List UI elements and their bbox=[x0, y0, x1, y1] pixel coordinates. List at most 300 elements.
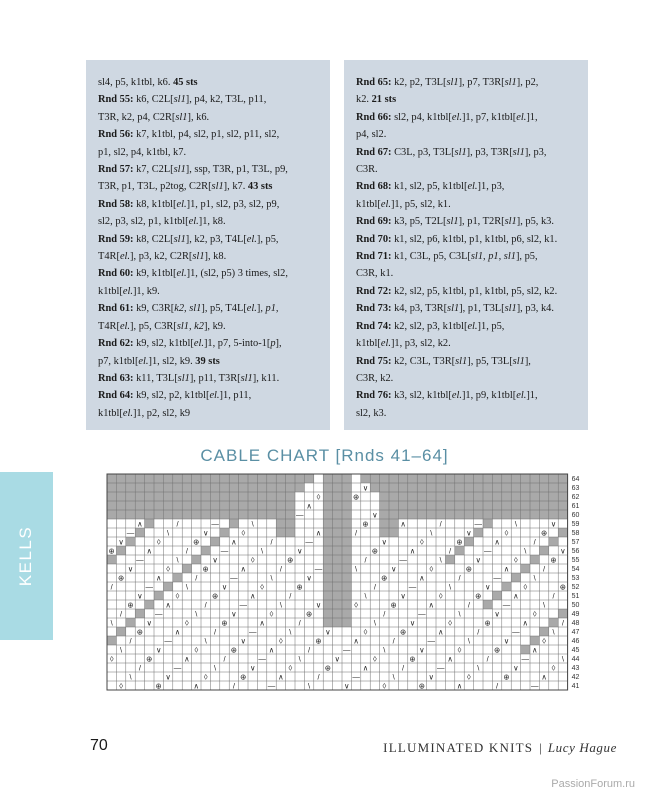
stitch-symbol: ◊ bbox=[260, 582, 264, 592]
no-stitch-cell bbox=[286, 492, 295, 501]
no-stitch-cell bbox=[229, 474, 238, 483]
stitch-symbol: ◊ bbox=[457, 645, 462, 655]
stitch-symbol: ⊕ bbox=[390, 600, 397, 610]
no-stitch-cell bbox=[389, 483, 398, 492]
stitch-symbol: ∧ bbox=[362, 663, 369, 673]
instruction-text: ]1, sl2, k9. bbox=[148, 355, 196, 367]
no-stitch-cell bbox=[455, 546, 464, 555]
stitch-symbol: ∧ bbox=[278, 672, 284, 682]
stitch-symbol: ⊕ bbox=[352, 492, 360, 502]
no-stitch-cell bbox=[380, 474, 389, 483]
no-stitch-cell bbox=[182, 510, 191, 519]
no-stitch-cell bbox=[323, 528, 332, 537]
no-stitch-cell bbox=[257, 483, 266, 492]
no-stitch-cell bbox=[558, 528, 567, 537]
round-label: Rnd 70: bbox=[356, 233, 392, 245]
no-stitch-cell bbox=[539, 474, 548, 483]
instruction-text: ]1, p5, sl2, k1. bbox=[390, 198, 451, 210]
no-stitch-cell bbox=[239, 510, 248, 519]
no-stitch-cell bbox=[267, 501, 276, 510]
stitch-symbol: ∨ bbox=[325, 627, 331, 637]
no-stitch-cell bbox=[107, 492, 116, 501]
stitch-symbol: \ bbox=[251, 519, 254, 529]
no-stitch-cell bbox=[436, 483, 445, 492]
instruction-text: el. bbox=[188, 216, 199, 228]
instruction-text: sl1 bbox=[512, 146, 525, 158]
instruction-text: el. bbox=[467, 181, 478, 193]
no-stitch-cell bbox=[135, 528, 144, 537]
no-stitch-cell bbox=[135, 609, 144, 618]
no-stitch-cell bbox=[380, 528, 389, 537]
no-stitch-cell bbox=[286, 528, 295, 537]
instruction-line bbox=[356, 265, 578, 282]
no-stitch-cell bbox=[370, 483, 379, 492]
stitch-symbol: — bbox=[145, 582, 154, 592]
no-stitch-cell bbox=[173, 501, 182, 510]
round-label: Rnd 67: bbox=[356, 146, 392, 158]
no-stitch-cell bbox=[455, 483, 464, 492]
stitch-symbol: — bbox=[230, 573, 238, 583]
instruction-line bbox=[356, 405, 578, 422]
no-stitch-cell bbox=[436, 510, 445, 519]
instruction-text: ]1, p5, bbox=[477, 320, 505, 332]
no-stitch-cell bbox=[558, 609, 567, 618]
stitch-symbol: — bbox=[258, 654, 266, 664]
no-stitch-cell bbox=[342, 483, 351, 492]
no-stitch-cell bbox=[380, 501, 389, 510]
stitch-symbol: ∨ bbox=[381, 537, 388, 547]
stitch-symbol: — bbox=[164, 636, 172, 646]
instruction-line bbox=[356, 283, 578, 300]
stitch-symbol: — bbox=[220, 546, 229, 556]
no-stitch-cell bbox=[492, 483, 501, 492]
stitch-symbol: ◊ bbox=[109, 654, 114, 664]
no-stitch-cell bbox=[333, 501, 342, 510]
stitch-symbol: ∨ bbox=[419, 645, 425, 655]
no-stitch-cell bbox=[342, 546, 351, 555]
no-stitch-cell bbox=[380, 519, 389, 528]
instruction-text: ], p5, T4L[ bbox=[201, 303, 247, 315]
round-label: Rnd 72: bbox=[356, 285, 392, 297]
no-stitch-cell bbox=[398, 501, 407, 510]
instruction-text: ], p3, k4. bbox=[516, 303, 554, 315]
no-stitch-cell bbox=[558, 492, 567, 501]
no-stitch-cell bbox=[210, 474, 219, 483]
row-label: 60 bbox=[571, 512, 580, 520]
round-label: Rnd 73: bbox=[356, 303, 392, 315]
round-label: 43 sts bbox=[247, 181, 273, 193]
no-stitch-cell bbox=[323, 519, 332, 528]
stitch-symbol: ⊕ bbox=[193, 537, 200, 547]
instruction-line bbox=[356, 318, 578, 335]
no-stitch-cell bbox=[333, 537, 342, 546]
no-stitch-cell bbox=[511, 501, 520, 510]
stitch-symbol: ◊ bbox=[532, 609, 537, 619]
stitch-symbol: — bbox=[295, 510, 304, 520]
instruction-text: C3R, k2. bbox=[356, 372, 394, 384]
no-stitch-cell bbox=[257, 510, 266, 519]
instruction-text: el. bbox=[138, 355, 149, 367]
instruction-text: ], bbox=[524, 355, 531, 367]
round-label: Rnd 76: bbox=[356, 390, 392, 402]
no-stitch-cell bbox=[398, 474, 407, 483]
instruction-line bbox=[356, 213, 578, 230]
no-stitch-cell bbox=[210, 537, 219, 546]
instruction-line bbox=[98, 74, 320, 91]
round-label: 45 sts bbox=[173, 77, 198, 88]
no-stitch-cell bbox=[173, 474, 182, 483]
no-stitch-cell bbox=[502, 474, 511, 483]
no-stitch-cell bbox=[323, 537, 332, 546]
no-stitch-cell bbox=[163, 510, 172, 519]
instruction-text: sl1 bbox=[512, 355, 525, 367]
stitch-symbol: ⊕ bbox=[155, 681, 162, 691]
no-stitch-cell bbox=[417, 483, 426, 492]
stitch-symbol: ∧ bbox=[513, 591, 519, 601]
stitch-symbol: \ bbox=[167, 528, 170, 538]
no-stitch-cell bbox=[323, 600, 332, 609]
instruction-text: sl1 bbox=[504, 216, 517, 228]
stitch-symbol: ◊ bbox=[119, 681, 123, 691]
stitch-symbol: ◊ bbox=[288, 663, 293, 673]
instruction-line bbox=[356, 144, 578, 161]
no-stitch-cell bbox=[445, 501, 454, 510]
no-stitch-cell bbox=[154, 474, 163, 483]
no-stitch-cell bbox=[333, 546, 342, 555]
stitch-symbol: \ bbox=[514, 519, 517, 529]
instruction-text: sl1 bbox=[211, 181, 224, 193]
no-stitch-cell bbox=[445, 555, 454, 564]
instruction-text: k2, sl2, p5, k1tbl, p1, k1tbl, p5, sl2, k2. bbox=[391, 285, 558, 297]
round-label: Rnd 60: bbox=[98, 268, 134, 280]
no-stitch-cell bbox=[342, 519, 351, 528]
stitch-symbol: ∧ bbox=[268, 645, 275, 655]
no-stitch-cell bbox=[276, 483, 285, 492]
instruction-text: k3, p5, T2L[ bbox=[391, 216, 447, 228]
instruction-text: sl2, p4, k1tbl[ bbox=[391, 111, 452, 123]
no-stitch-cell bbox=[380, 510, 389, 519]
no-stitch-cell bbox=[333, 564, 342, 573]
stitch-symbol: ∧ bbox=[231, 537, 237, 547]
stitch-symbol: ∨ bbox=[231, 609, 237, 619]
stitch-symbol: ∧ bbox=[240, 564, 247, 574]
no-stitch-cell bbox=[342, 564, 351, 573]
no-stitch-cell bbox=[342, 537, 351, 546]
instruction-text: k2. bbox=[356, 94, 372, 106]
stitch-symbol: ◊ bbox=[156, 537, 161, 547]
no-stitch-cell bbox=[201, 546, 210, 555]
instruction-line bbox=[98, 405, 320, 422]
no-stitch-cell bbox=[201, 510, 210, 519]
stitch-symbol: ∨ bbox=[146, 618, 153, 628]
no-stitch-cell bbox=[126, 618, 135, 627]
instruction-text: k1tbl[ bbox=[356, 338, 381, 350]
no-stitch-cell bbox=[248, 492, 257, 501]
stitch-symbol: ⊕ bbox=[108, 546, 115, 556]
row-label: 44 bbox=[571, 656, 580, 664]
instruction-text: sl2, k3. bbox=[356, 407, 387, 419]
stitch-symbol: ⊕ bbox=[202, 564, 209, 574]
no-stitch-cell bbox=[436, 501, 445, 510]
stitch-symbol: ∧ bbox=[437, 627, 444, 637]
instruction-text: sl1 bbox=[173, 233, 186, 245]
no-stitch-cell bbox=[389, 501, 398, 510]
no-stitch-cell bbox=[182, 501, 191, 510]
stitch-symbol: ⊕ bbox=[324, 663, 332, 673]
stitch-symbol: ◊ bbox=[551, 663, 556, 673]
no-stitch-cell bbox=[276, 501, 285, 510]
stitch-symbol: ∧ bbox=[137, 519, 143, 529]
instruction-text: ], p3, k2, C2R[ bbox=[130, 251, 193, 263]
stitch-symbol: ⊕ bbox=[484, 618, 491, 628]
no-stitch-cell bbox=[483, 501, 492, 510]
round-label: 39 sts bbox=[195, 355, 220, 367]
no-stitch-cell bbox=[323, 501, 332, 510]
no-stitch-cell bbox=[549, 618, 558, 627]
instruction-line bbox=[98, 126, 320, 143]
instruction-text: el. bbox=[176, 268, 187, 280]
instruction-text: ], p5, k3. bbox=[516, 216, 554, 228]
instruction-text: sl1 bbox=[455, 355, 468, 367]
no-stitch-cell bbox=[342, 582, 351, 591]
stitch-symbol: / bbox=[223, 654, 226, 664]
no-stitch-cell bbox=[239, 492, 248, 501]
stitch-symbol: \ bbox=[552, 627, 555, 637]
instruction-text: sl1 bbox=[447, 303, 460, 315]
stitch-symbol: ⊕ bbox=[465, 564, 473, 574]
no-stitch-cell bbox=[210, 492, 219, 501]
no-stitch-cell bbox=[530, 474, 539, 483]
instruction-text: sl1 bbox=[446, 216, 459, 228]
no-stitch-cell bbox=[126, 537, 135, 546]
stitch-symbol: ∨ bbox=[362, 483, 369, 493]
stitch-symbol: / bbox=[176, 519, 179, 529]
instruction-text: k9, C3R[ bbox=[133, 303, 175, 315]
row-label: 56 bbox=[571, 548, 580, 556]
no-stitch-cell bbox=[558, 474, 567, 483]
stitch-symbol: ∨ bbox=[165, 672, 171, 682]
row-label: 49 bbox=[571, 611, 580, 619]
instruction-text: p bbox=[270, 338, 276, 350]
stitch-symbol: — bbox=[474, 519, 483, 529]
instruction-text: ]1, bbox=[526, 390, 538, 402]
stitch-symbol: — bbox=[521, 654, 530, 664]
instruction-text: k8, C2L[ bbox=[133, 233, 174, 245]
no-stitch-cell bbox=[333, 555, 342, 564]
no-stitch-cell bbox=[182, 564, 191, 573]
instruction-text: k4, p3, T3R[ bbox=[391, 303, 448, 315]
instruction-text: sl1 bbox=[240, 372, 253, 384]
no-stitch-cell bbox=[333, 600, 342, 609]
no-stitch-cell bbox=[408, 501, 417, 510]
instruction-text: k1tbl[ bbox=[98, 285, 123, 297]
instruction-line bbox=[356, 300, 578, 317]
stitch-symbol: ◊ bbox=[542, 636, 546, 646]
no-stitch-cell bbox=[333, 492, 342, 501]
stitch-symbol: ⊕ bbox=[211, 591, 219, 601]
instruction-text: T4R[ bbox=[98, 320, 120, 332]
instruction-line bbox=[356, 161, 578, 178]
stitch-symbol: / bbox=[392, 636, 395, 646]
stitch-symbol: ⊕ bbox=[550, 555, 557, 565]
instruction-line bbox=[98, 248, 320, 265]
no-stitch-cell bbox=[530, 636, 539, 645]
round-label: Rnd 59: bbox=[98, 233, 134, 245]
instruction-text: p4, sl2. bbox=[356, 129, 387, 141]
no-stitch-cell bbox=[445, 483, 454, 492]
instruction-line bbox=[356, 335, 578, 352]
no-stitch-cell bbox=[116, 474, 125, 483]
no-stitch-cell bbox=[220, 492, 229, 501]
no-stitch-cell bbox=[248, 510, 257, 519]
stitch-symbol: ◊ bbox=[166, 564, 170, 574]
no-stitch-cell bbox=[182, 483, 191, 492]
no-stitch-cell bbox=[107, 510, 116, 519]
row-label: 46 bbox=[571, 638, 580, 646]
instruction-text: T3R, p1, T3L, p2tog, C2R[ bbox=[98, 181, 212, 193]
instruction-text: sl1, k2 bbox=[176, 320, 204, 332]
stitch-symbol: / bbox=[110, 582, 113, 592]
instruction-line bbox=[98, 91, 320, 108]
stitch-symbol: ⊕ bbox=[475, 591, 482, 601]
no-stitch-cell bbox=[417, 474, 426, 483]
no-stitch-cell bbox=[323, 609, 332, 618]
no-stitch-cell bbox=[154, 483, 163, 492]
stitch-symbol: ∨ bbox=[137, 591, 143, 601]
no-stitch-cell bbox=[267, 483, 276, 492]
instruction-text: el. bbox=[451, 390, 462, 402]
no-stitch-cell bbox=[323, 564, 332, 573]
instruction-text: sl1 bbox=[175, 111, 188, 123]
no-stitch-cell bbox=[408, 510, 417, 519]
instruction-text: ], p7, T3R[ bbox=[458, 77, 505, 88]
row-label: 57 bbox=[571, 539, 580, 547]
stitch-symbol: ◊ bbox=[241, 528, 246, 538]
no-stitch-cell bbox=[427, 492, 436, 501]
stitch-symbol: — bbox=[173, 663, 182, 673]
stitch-symbol: ◊ bbox=[316, 492, 321, 502]
chart-title: CABLE CHART [Rnds 41–64] bbox=[200, 446, 449, 465]
no-stitch-cell bbox=[370, 474, 379, 483]
stitch-symbol: / bbox=[355, 528, 358, 538]
instruction-text: ]1, p2, sl2, k9 bbox=[132, 407, 191, 419]
stitch-symbol: ∧ bbox=[155, 573, 162, 583]
instruction-text: ]1, k8. bbox=[198, 216, 226, 228]
no-stitch-cell bbox=[342, 618, 351, 627]
instruction-text: k2, sl2, p3, k1tbl[ bbox=[391, 320, 468, 332]
stitch-symbol: — bbox=[436, 663, 445, 673]
no-stitch-cell bbox=[521, 501, 530, 510]
stitch-symbol: / bbox=[279, 564, 282, 574]
stitch-symbol: ∧ bbox=[184, 654, 190, 664]
no-stitch-cell bbox=[135, 501, 144, 510]
no-stitch-cell bbox=[323, 510, 332, 519]
instruction-text: sl4, p5, k1tbl, k6. bbox=[98, 77, 174, 88]
no-stitch-cell bbox=[427, 483, 436, 492]
round-label: Rnd 63: bbox=[98, 372, 134, 384]
no-stitch-cell bbox=[201, 501, 210, 510]
no-stitch-cell bbox=[521, 564, 530, 573]
no-stitch-cell bbox=[521, 510, 530, 519]
no-stitch-cell bbox=[173, 573, 182, 582]
stitch-symbol: / bbox=[204, 600, 207, 610]
stitch-symbol: ∨ bbox=[202, 528, 209, 538]
stitch-symbol: ◊ bbox=[203, 672, 208, 682]
stitch-symbol: \ bbox=[524, 546, 527, 556]
no-stitch-cell bbox=[182, 474, 191, 483]
no-stitch-cell bbox=[333, 510, 342, 519]
instruction-text: k8, k1tbl[ bbox=[133, 198, 177, 210]
no-stitch-cell bbox=[116, 546, 125, 555]
stitch-symbol: / bbox=[232, 681, 235, 691]
no-stitch-cell bbox=[220, 474, 229, 483]
no-stitch-cell bbox=[455, 474, 464, 483]
instruction-text: k1, sl2, p6, k1tbl, p1, k1tbl, p6, sl2, k1. bbox=[391, 233, 558, 245]
no-stitch-cell bbox=[135, 510, 144, 519]
row-label: 50 bbox=[571, 602, 580, 610]
instruction-line bbox=[356, 353, 578, 370]
instruction-text: ], p5, C3R[ bbox=[130, 320, 177, 332]
stitch-symbol: ∨ bbox=[484, 582, 491, 592]
stitch-symbol: \ bbox=[373, 618, 376, 628]
stitch-symbol: ◊ bbox=[429, 564, 434, 574]
instruction-line bbox=[356, 387, 578, 404]
no-stitch-cell bbox=[107, 483, 116, 492]
stitch-symbol: ∨ bbox=[560, 546, 566, 556]
no-stitch-cell bbox=[333, 519, 342, 528]
instruction-text: k7, C2L[ bbox=[133, 164, 174, 176]
no-stitch-cell bbox=[201, 483, 210, 492]
stitch-symbol: ∧ bbox=[315, 528, 322, 538]
no-stitch-cell bbox=[558, 483, 567, 492]
instruction-text: k2, C3L, T3R[ bbox=[391, 355, 456, 367]
no-stitch-cell bbox=[163, 474, 172, 483]
stitch-symbol: ∧ bbox=[428, 600, 435, 610]
no-stitch-cell bbox=[455, 510, 464, 519]
instruction-text: ], p3, T3R[ bbox=[466, 146, 513, 158]
stitch-symbol: ⊕ bbox=[136, 627, 144, 637]
instruction-text: ], k8. bbox=[204, 251, 227, 263]
stitch-symbol: ∨ bbox=[118, 537, 124, 547]
instruction-text: ]1, p1, sl2, p3, sl2, p9, bbox=[186, 198, 280, 210]
instruction-text: el. bbox=[467, 320, 478, 332]
stitch-symbol: \ bbox=[355, 564, 358, 574]
no-stitch-cell bbox=[333, 474, 342, 483]
no-stitch-cell bbox=[145, 483, 154, 492]
instruction-text: ]1, k9. bbox=[132, 285, 160, 297]
stitch-symbol: \ bbox=[449, 582, 452, 592]
instruction-text: ]1, p7, k1tbl[ bbox=[461, 111, 517, 123]
stitch-symbol: ⊕ bbox=[456, 537, 463, 547]
instruction-text: ], p11, T3R[ bbox=[189, 372, 241, 384]
instruction-text: el. bbox=[119, 320, 131, 332]
no-stitch-cell bbox=[445, 474, 454, 483]
instruction-text: T3R, k2, p4, C2R[ bbox=[98, 111, 176, 123]
instruction-line bbox=[356, 370, 578, 387]
stitch-symbol: ∧ bbox=[503, 564, 510, 574]
stitch-symbol: ∨ bbox=[475, 555, 482, 565]
stitch-symbol: / bbox=[533, 537, 536, 547]
no-stitch-cell bbox=[323, 573, 332, 582]
instruction-text: el. bbox=[193, 338, 204, 350]
stitch-symbol: \ bbox=[261, 546, 264, 556]
instruction-line bbox=[356, 248, 578, 265]
instruction-line bbox=[98, 265, 320, 282]
stitch-symbol: \ bbox=[120, 645, 123, 655]
stitch-symbol: — bbox=[502, 600, 511, 610]
instruction-line bbox=[356, 126, 578, 143]
no-stitch-cell bbox=[417, 501, 426, 510]
